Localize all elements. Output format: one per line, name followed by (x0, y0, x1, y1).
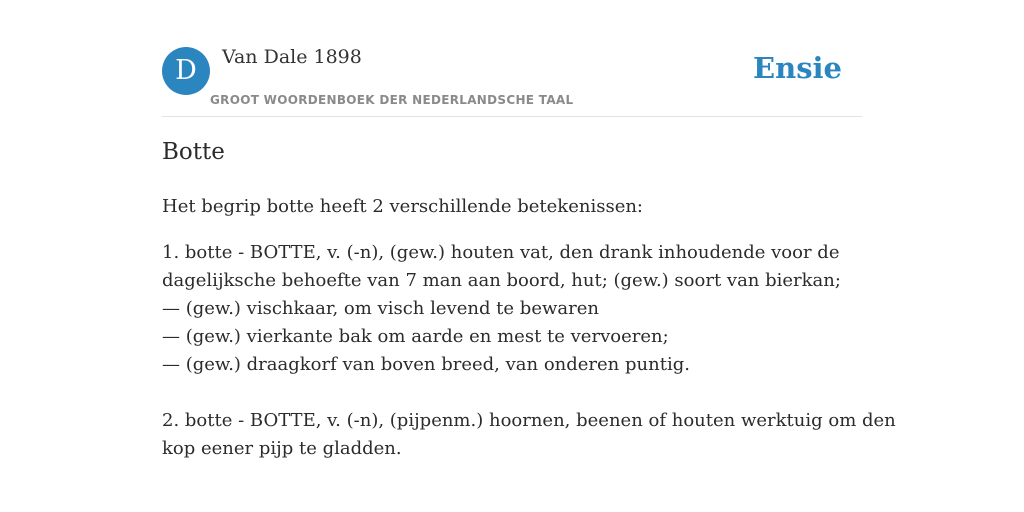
source-subtitle: GROOT WOORDENBOEK DER NEDERLANDSCHE TAAL (210, 93, 574, 107)
definition-line: kop eener pijp te gladden. (162, 438, 402, 459)
definition-line: dagelijksche behoefte van 7 man aan boord, hut; (gew.) soort van bierkan; (162, 270, 841, 291)
intro-text: Het begrip botte heeft 2 verschillende betekenissen: (162, 196, 643, 217)
brand-logo[interactable]: Ensie (753, 51, 842, 85)
source-logo-icon[interactable]: D (162, 47, 210, 95)
definition-2 (162, 407, 896, 463)
source-title[interactable]: Van Dale 1898 (222, 46, 362, 68)
definition-1 (162, 239, 862, 379)
definition-line: — (gew.) vischkaar, om visch levend te bewaren (162, 298, 599, 319)
definitions-list (162, 239, 896, 491)
page-title: Botte (162, 139, 225, 165)
definition-line: 2. botte - BOTTE, v. (-n), (pijpenm.) hoornen, beenen of houten werktuig om den (162, 410, 896, 431)
definition-line: — (gew.) draagkorf van boven breed, van onderen puntig. (162, 354, 690, 375)
definition-line: 1. botte - BOTTE, v. (-n), (gew.) houten vat, den drank inhoudende voor de (162, 242, 840, 263)
header (162, 0, 862, 117)
page (162, 0, 896, 512)
definition-line: — (gew.) vierkante bak om aarde en mest te vervoeren; (162, 326, 669, 347)
